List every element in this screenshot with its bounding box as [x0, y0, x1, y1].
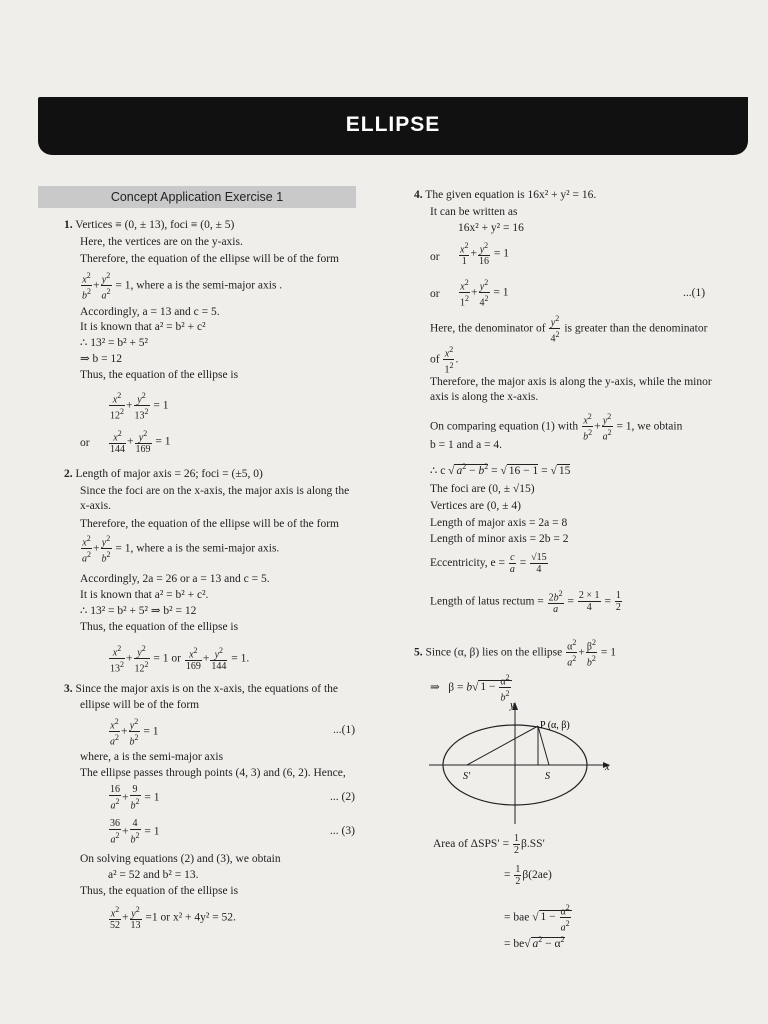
q1-number: 1.	[64, 219, 73, 231]
q3-eq3: $\frac{36}{a^2}$ + $\frac{4}{b^2}$ = 1	[110, 818, 160, 846]
q4-line15: Length of latus rectum =	[430, 595, 544, 608]
q1-result-eq: $\frac{x^2}{12^2}$ + $\frac{y^2}{13^2}$ = 1	[110, 391, 169, 422]
q3-eq2: $\frac{16}{a^2}$ + $\frac{9}{b^2}$ = 1	[110, 784, 160, 812]
q5-line5: = bae	[504, 911, 530, 924]
q1-form-eq: $\frac{x^2}{b^2}$ + $\frac{y^2}{a^2}$ = 1, where a is the semi-major axis .	[82, 271, 283, 302]
q4-block	[414, 188, 596, 202]
q1-result-eq2: $\frac{x^2}{144}$ + $\frac{y^2}{169}$ = 1	[110, 429, 171, 456]
q3-number: 3.	[64, 683, 73, 695]
q3-ref2: ... (2)	[330, 791, 355, 803]
q3-ref3: ... (3)	[330, 825, 355, 837]
point-p-label: P (α, β)	[540, 720, 570, 731]
q3-line5: a² = 52 and b² = 13.	[108, 869, 199, 881]
q4-eq-b: $\frac{x^2}{1^2}$ + $\frac{y^2}{4^2}$ = 1	[460, 278, 509, 309]
q1-line1: Vertices ≡ (0, ± 13), foci ≡ (0, ± 5)	[75, 219, 235, 231]
focus-s-prime-label: S′	[463, 771, 471, 782]
section-heading: Concept Application Exercise 1	[38, 186, 356, 208]
q2-block	[64, 467, 263, 481]
q1-line5: Accordingly, a = 13 and c = 5.	[80, 306, 220, 318]
q1-line6: It is known that a² = b² + c²	[80, 321, 206, 333]
q4-line1: The given equation is 16x² + y² = 16.	[425, 189, 597, 201]
q2-line7: ∴ 13² = b² + 5² ⇒ b² = 12	[80, 605, 197, 617]
q2-line8: Thus, the equation of the ellipse is	[80, 621, 239, 633]
q2-line6: It is known that a² = b² + c².	[80, 589, 209, 601]
q4-line3: 16x² + y² = 16	[458, 222, 524, 234]
q2-line4: = 1, where a is the semi-major axis.	[115, 542, 280, 555]
q5-line6: = be	[504, 937, 525, 950]
q4-line8: b = 1 and a = 4.	[430, 439, 503, 451]
q4-line4: Here, the denominator of	[430, 322, 546, 335]
q1-block	[64, 218, 234, 232]
q4-eccentricity: Eccentricity, e = $\frac{c}{a}$ = $\frac{√15}{4}$	[430, 552, 547, 575]
q3-line2: where, a is the semi-major axis	[80, 751, 224, 763]
q2-line5: Accordingly, 2a = 26 or a = 13 and c = 5.	[80, 573, 270, 585]
line-p-to-s	[538, 726, 549, 765]
q4-line13: Length of minor axis = 2b = 2	[430, 533, 569, 545]
q2-line2: Since the foci are on the x-axis, the major axis is along the	[80, 485, 350, 497]
focus-s-label: S	[545, 771, 550, 782]
q2-line3: Therefore, the equation of the ellipse will be of the form	[80, 518, 339, 530]
q3-line4: On solving equations (2) and (3), we obtain	[80, 853, 281, 865]
q4-line9: ∴ c	[430, 464, 446, 477]
q4-c-line: ∴ c √ $a^2 - b^2$ = √ 16 − 1 = √ 15	[430, 462, 571, 477]
q4-or1: or	[430, 251, 440, 263]
q2-form-eq: $\frac{x^2}{a^2}$ + $\frac{y^2}{b^2}$ = 1, where a is the semi-major axis.	[82, 534, 280, 565]
q1-line9: Thus, the equation of the ellipse is	[80, 369, 239, 381]
q3-line1: Since the major axis is on the x-axis, the equations of the	[75, 683, 339, 695]
q4-compare-line: On comparing equation (1) with $\frac{x^2}{b^2}$ + $\frac{y^2}{a^2}$ = 1, we obtain	[430, 412, 683, 443]
q4-ref1: ...(1)	[683, 287, 706, 299]
q4-eq-a: $\frac{x^2}{1}$ + $\frac{y^2}{16}$ = 1	[460, 241, 509, 268]
q5-area-line: Area of ΔSPS′ = $\frac{1}{2}$ β.SS′	[433, 833, 546, 856]
line-s-prime-to-p	[467, 726, 538, 765]
q4-line5: of	[430, 353, 440, 366]
q4-line7b: = 1, we obtain	[616, 420, 683, 433]
q3-ref1: ...(1)	[333, 724, 356, 736]
q4-line4b: is greater than the denominator	[564, 322, 708, 335]
q1-line2: Here, the vertices are on the y-axis.	[80, 236, 243, 248]
q4-or2: or	[430, 288, 440, 300]
q2-line2b: x-axis.	[80, 500, 111, 512]
q5-area-step3: = bae √ 1 − $\frac{\alpha^2}{a^2}$	[504, 903, 570, 934]
q4-line11: Vertices are (0, ± 4)	[430, 500, 521, 512]
q2-number: 2.	[64, 468, 73, 480]
q4-line10: The foci are (0, ± √15)	[430, 483, 535, 495]
q5-number: 5.	[414, 646, 423, 659]
q4-line14: Eccentricity, e =	[430, 557, 506, 570]
q5-block: 5. Since (α, β) lies on the ellipse $\frac{\alpha^2}{a^2}$ + $\frac{\beta^2}{b^2}$ = 1	[414, 638, 616, 669]
q4-line7: On comparing equation (1) with	[430, 420, 579, 433]
q5-area-step4: = be√ $a^2 - \alpha^2$	[504, 935, 565, 950]
q4-denominator-line: Here, the denominator of $\frac{y^2}{4^2}$ is greater than the denominator	[430, 314, 708, 345]
chapter-title: ELLIPSE	[345, 113, 441, 136]
q3-line6: Thus, the equation of the ellipse is	[80, 885, 239, 897]
q5-beta-line: ⇒ β = b√ 1 − $\frac{\alpha^2}{b^2}$	[430, 673, 510, 704]
q5-line1: Since (α, β) lies on the ellipse	[425, 646, 563, 659]
chapter-banner	[38, 97, 748, 155]
q3-block	[64, 682, 338, 696]
q3-line7: =1 or x² + 4y² = 52.	[145, 911, 236, 924]
q4-latus-rectum: Length of latus rectum = $\frac{2b^2}{a}$ = $\frac{2 \times 1}{4}$ = $\frac{1}{2}$	[430, 589, 621, 616]
q1-line4: = 1, where a is the semi-major axis .	[115, 279, 283, 292]
q4-line12: Length of major axis = 2a = 8	[430, 517, 568, 529]
q4-line2: It can be written as	[430, 206, 518, 218]
q5-line4: β(2ae)	[522, 869, 552, 882]
q3-line1b: ellipse will be of the form	[80, 699, 200, 711]
q2-line1: Length of major axis = 26; foci = (±5, 0)	[75, 468, 263, 480]
ellipse-figure	[425, 698, 615, 828]
q3-result-eq: $\frac{x^2}{52}$ + $\frac{y^2}{13}$ =1 or x² + 4y² = 52.	[110, 905, 236, 932]
q5-area-step2: = $\frac{1}{2}$ β(2ae)	[504, 864, 552, 887]
q4-line6: Therefore, the major axis is along the y-axis, while the minor	[430, 376, 712, 388]
q5-line3: Area of ΔSPS′ =	[433, 838, 510, 851]
q3-form-eq: $\frac{x^2}{a^2}$ + $\frac{y^2}{b^2}$ = 1	[110, 717, 159, 748]
q5-line2: ⇒	[430, 681, 440, 694]
q2-line9: = 1 or	[153, 652, 181, 665]
q3-line3: The ellipse passes through points (4, 3) and (6, 2). Hence,	[80, 767, 346, 779]
q1-or: or	[80, 437, 90, 449]
q2-result-eq: $\frac{x^2}{13^2}$ + $\frac{y^2}{12^2}$ = 1 or $\frac{x^2}{169}$ + $\frac{y^2}{144}$ = 1.	[110, 644, 250, 675]
y-axis-label: y	[510, 700, 515, 711]
q1-line3: Therefore, the equation of the ellipse will be of the form	[80, 253, 339, 265]
q4-number: 4.	[414, 189, 423, 201]
q1-line7: ∴ 13² = b² + 5²	[80, 337, 149, 349]
q1-line8: ⇒ b = 12	[80, 353, 122, 365]
q4-of-line: of $\frac{x^2}{1^2}$ .	[430, 345, 459, 376]
q5-line3b: β.SS′	[521, 838, 546, 851]
q4-line6b: axis is along the x-axis.	[430, 391, 539, 403]
x-axis-label: x	[605, 762, 610, 773]
q2-line9b: = 1.	[231, 652, 250, 665]
